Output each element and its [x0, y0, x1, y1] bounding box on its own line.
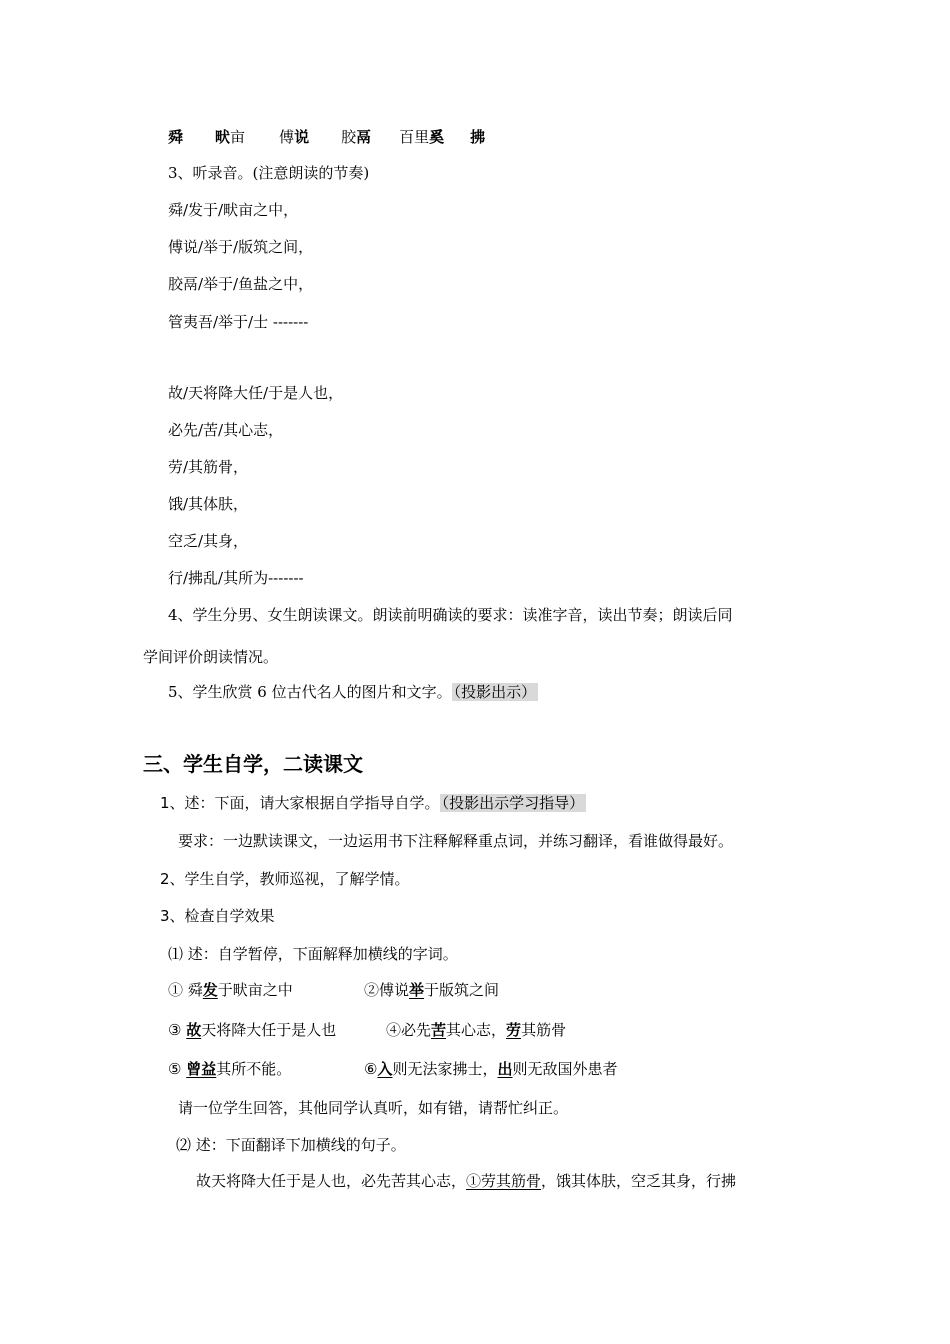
underlined-word: 曾益	[186, 1060, 217, 1078]
pron-word: 胶	[341, 128, 357, 146]
rhythm-line: 必先/苦/其心志，	[168, 421, 284, 439]
rhythm-line: 行/拂乱/其所为-------	[168, 569, 304, 587]
vocab-item-4	[386, 1020, 566, 1040]
projection-note: （投影出示）	[453, 683, 537, 701]
underlined-word: 苦	[431, 1021, 447, 1039]
vocab-text: ⑥	[364, 1060, 378, 1078]
underlined-sentence: ①劳其筋骨	[466, 1172, 542, 1190]
step-5-text: 5、学生欣赏 6 位古代名人的图片和文字。	[168, 683, 452, 701]
vocab-text: 则无法家拂士，	[392, 1060, 498, 1078]
point-1-number: 1	[160, 794, 170, 812]
underlined-word: 举	[409, 981, 425, 999]
rhythm-line: 胶鬲/举于/鱼盐之中，	[168, 275, 314, 293]
pron-word: 亩	[230, 128, 246, 146]
vocab-text: ③	[168, 1021, 187, 1039]
vocab-text: 于畎亩之中	[217, 981, 293, 999]
translation-passage	[196, 1171, 736, 1191]
pron-word: 傅	[279, 128, 295, 146]
point-2	[160, 869, 410, 889]
vocab-text: ④必先	[386, 1021, 432, 1039]
underlined-word: 出	[497, 1060, 513, 1078]
pron-word: 奚	[429, 128, 445, 146]
pron-word: 畎	[215, 128, 231, 146]
pron-word: 拂	[470, 128, 486, 146]
section-3-heading: 三、学生自学，二读课文	[143, 752, 363, 776]
ask-student: 请一位学生回答，其他同学认真听，如有错，请帮忙纠正。	[178, 1099, 569, 1117]
rhythm-line: 傅说/举于/版筑之间，	[168, 238, 314, 256]
step-3-listen: 3、听录音。(注意朗读的节奏)	[168, 164, 370, 182]
question-2: ⑵ 述：下面翻译下加横线的句子。	[176, 1136, 406, 1154]
vocab-text: 其筋骨	[521, 1021, 567, 1039]
point-3	[160, 906, 275, 926]
pron-word: 鬲	[356, 128, 372, 146]
vocab-text: 则无敌国外患者	[512, 1060, 618, 1078]
vocab-item-5	[168, 1059, 291, 1079]
underlined-word: 劳	[506, 1021, 522, 1039]
step-4-line1: 4、学生分男、女生朗读课文。朗读前明确读的要求：读准字音，读出节奏；朗读后同	[168, 606, 733, 624]
rhythm-line: 管夷吾/举于/士 -------	[168, 313, 309, 331]
passage-text: 故天将降大任于是人也，必先苦其心志，	[196, 1172, 467, 1190]
pronunciation-line	[168, 127, 485, 147]
rhythm-line: 故/天将降大任/于是人也，	[168, 384, 344, 402]
underlined-word: 发	[202, 981, 218, 999]
pron-word: 百里	[399, 128, 430, 146]
point-2-number: 2	[160, 870, 170, 888]
vocab-item-3	[168, 1020, 336, 1040]
vocab-text: 其所不能。	[216, 1060, 292, 1078]
step-5	[168, 682, 538, 702]
underlined-word: 故	[186, 1021, 202, 1039]
vocab-text: ① 舜	[168, 981, 203, 999]
rhythm-line: 饿/其体肤，	[168, 495, 249, 513]
step-4-line2: 学间评价朗读情况。	[143, 648, 279, 666]
vocab-text: ②傅说	[364, 981, 410, 999]
point-2-text: 、学生自学，教师巡视，了解学情。	[169, 870, 410, 888]
point-3-number: 3	[160, 907, 170, 925]
pron-word: 说	[294, 128, 310, 146]
vocab-item-1	[168, 980, 293, 1000]
vocab-item-6	[364, 1059, 618, 1079]
vocab-text: 于版筑之间	[424, 981, 500, 999]
projection-guide-note: （投影出示学习指导）	[441, 794, 585, 812]
point-3-text: 、检查自学效果	[169, 907, 275, 925]
underlined-word: 入	[377, 1060, 393, 1078]
requirement-text: 要求：一边默读课文，一边运用书下注释解释重点词，并练习翻译，看谁做得最好。	[178, 832, 734, 850]
point-1-text: 、述：下面，请大家根据自学指导自学。	[169, 794, 440, 812]
vocab-text: 天将降大任于是人也	[201, 1021, 337, 1039]
pron-word: 舜	[168, 128, 184, 146]
vocab-item-2	[364, 980, 499, 1000]
vocab-text: 其心志，	[446, 1021, 507, 1039]
point-1	[160, 793, 586, 813]
rhythm-line: 舜/发于/畎亩之中，	[168, 201, 299, 219]
question-1: ⑴ 述：自学暂停，下面解释加横线的字词。	[168, 945, 458, 963]
rhythm-line: 劳/其筋骨，	[168, 458, 249, 476]
rhythm-line: 空乏/其身，	[168, 532, 249, 550]
vocab-text: ⑤	[168, 1060, 187, 1078]
passage-text: ，饿其体肤，空乏其身，行拂	[541, 1172, 737, 1190]
